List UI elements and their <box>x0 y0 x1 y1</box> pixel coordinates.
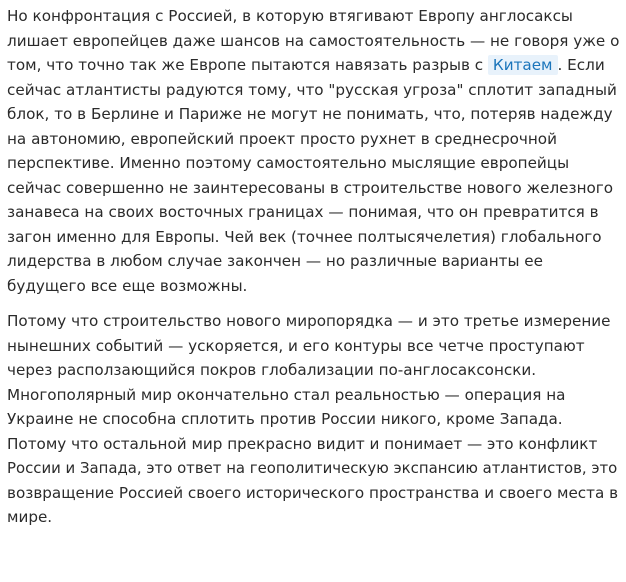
text-line: Многополярный мир окончательно стал реальностью — операция на <box>7 385 566 404</box>
text-line: возвращение Россией своего исторического пространства и своего места в <box>7 483 619 502</box>
paragraph-1 <box>7 4 619 298</box>
text-line: мире. <box>7 508 53 526</box>
text-line: Но конфронтация с Россией, в которую втягивают Европу англосаксы <box>7 7 573 25</box>
text-line: сейчас атлантисты радуются тому, что "русская угроза" сплотит западный <box>7 80 617 99</box>
china-entity-link[interactable]: Китаем <box>488 55 558 75</box>
article-body <box>7 4 619 530</box>
text-fragment: . Если <box>557 56 605 74</box>
text-line: лишает европейцев даже шансов на самостоятельность — не говоря уже о <box>7 31 620 50</box>
text-line: блок, то в Берлине и Париже не могут не понимать, что, потеряв надежду <box>7 105 613 123</box>
text-line: сейчас совершенно не заинтересованы в строительстве нового железного <box>7 178 614 197</box>
text-line: перспективе. Именно поэтому самостоятельно мыслящие европейцы <box>7 154 570 172</box>
text-line: Украине не способна сплотить против России никого, кроме Запада. <box>7 410 563 428</box>
paragraph-2 <box>7 309 619 530</box>
text-line: на автономию, европейский проект просто рухнет в среднесрочной <box>7 129 557 148</box>
text-line: Потому что строительство нового миропорядка — и это третье измерение <box>7 312 611 330</box>
text-line: нынешних событий — ускоряется, и его контуры все четче проступают <box>7 336 585 355</box>
text-line: через расползающийся покров глобализации по-англосаксонски. <box>7 361 537 379</box>
text-line: России и Запада, это ответ на геополитическую экспансию атлантистов, это <box>7 459 618 477</box>
text-line: лидерства в любом случае закончен — но различные варианты ее <box>7 252 543 270</box>
text-line: загон именно для Европы. Чей век (точнее полтысячелетия) глобального <box>7 227 602 246</box>
text-fragment: том, что точно так же Европе пытаются навязать разрыв с <box>7 56 488 74</box>
text-line: будущего все еще возможны. <box>7 276 248 295</box>
text-line: занавеса на своих восточных границах — понимая, что он превратится в <box>7 203 599 221</box>
text-line: Потому что остальной мир прекрасно видит и понимает — это конфликт <box>7 434 598 453</box>
text-line-with-link <box>7 53 619 78</box>
